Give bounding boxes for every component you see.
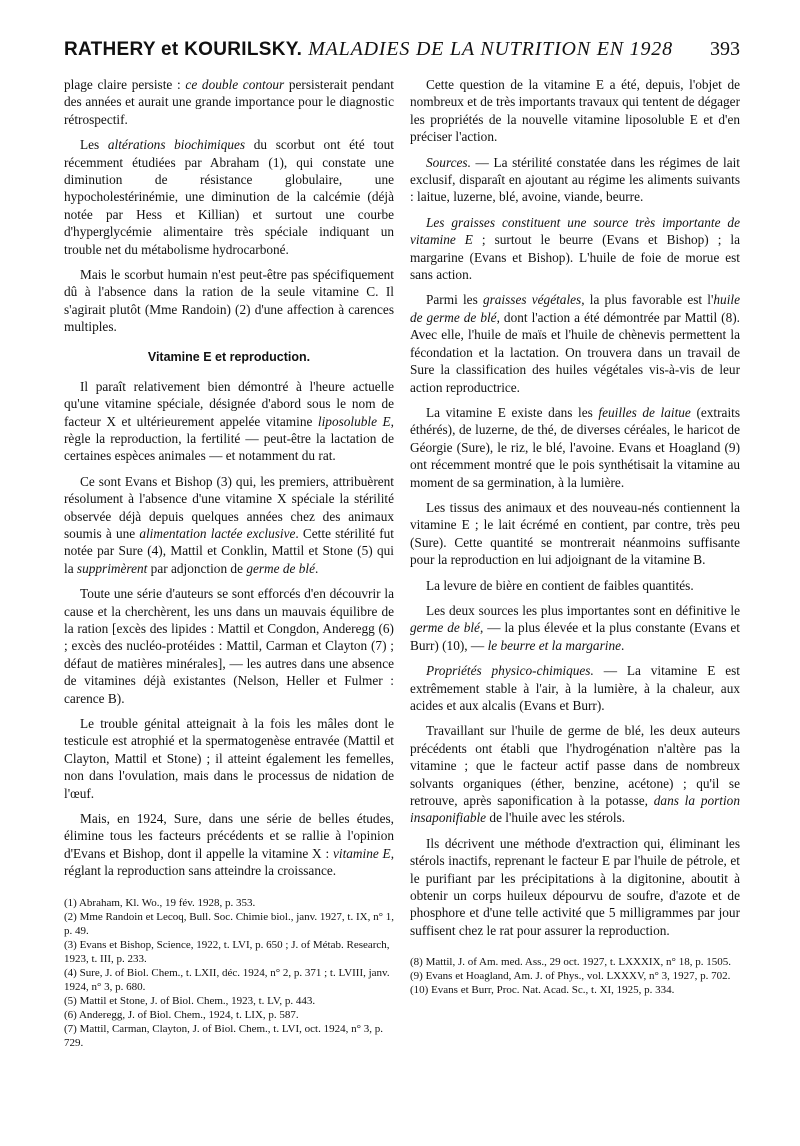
footnotes-left [64,896,394,1050]
running-header [64,38,740,72]
page-number: 393 [710,38,740,60]
paragraph: Sources. — La stérilité constatée dans les régimes de lait exclusif, disparaît en ajoutant au régime les aliments suivants : laitue, luzerne, blé, avoine, viande, beurre. [410,154,740,205]
footnote: (9) Evans et Hoagland, Am. J. of Phys., vol. LXXXV, n° 3, 1927, p. 702. [410,970,731,983]
paragraph: Mais, en 1924, Sure, dans une série de belles études, élimine tous les facteurs précédents et se rallie à l'opinion d'Evans et Bishop, dont il appelle la vitamine X : vitamine E, réglant la reproduction sans atteindre la croissance. [64,811,395,879]
paragraph: Les graisses constituent une source très importante de vitamine E ; surtout le beurre (Evans et Bishop) ; la margarine (Evans et Bishop). L'huile de foie de morue est sans action. [410,214,740,283]
paragraph: La vitamine E existe dans les feuilles de laitue (extraits éthérés), de luzerne, de thé, de diverses céréales, le haricot de Géorgie (Sure), le riz, le blé, l'avoine. Evans et Hoagland (9) ont récemment montré que le pois synthétisait la vitamine au moment de sa germination, à la lumière. [410,404,741,490]
two-column-body [64,76,740,1050]
paragraph: Propriétés physico-chimiques. — La vitamine E est extrêmement stable à l'air, à la lumière, à la chaleur, aux acides et aux alcalis (Evans et Burr). [410,663,740,713]
paragraph: Cette question de la vitamine E a été, depuis, l'objet de nombreux et de très importants travaux qui tentent de dégager les propriétés de la nouvelle vitamine liposoluble E et d'en préciser l'action. [410,77,740,145]
header-title: MALADIES DE LA NUTRITION EN 1928 [308,38,673,60]
paragraph: Mais le scorbut humain n'est peut-être pas spécifiquement dû à l'absence dans la ration de la seule vitamine C. Il s'agirait plutôt (Mme Randoin) (2) d'une affection à carences multiples. [64,267,394,335]
paragraph: Les tissus des animaux et des nouveau-nés contiennent la vitamine E ; le lait écrémé en contient, par contre, très peu (Sure). Cette quantité se montrerait néanmoins suffisante pour la reproduction en lui adjoignant de la vitamine B. [410,499,740,568]
footnote: (10) Evans et Burr, Proc. Nat. Acad. Sc., t. XI, 1925, p. 334. [410,984,675,997]
paragraph: Les deux sources les plus importantes sont en définitive le germe de blé, — la plus élevée et la plus constante (Evans et Burr) (10), — le beurre et la margarine. [410,602,740,653]
paragraph: Travaillant sur l'huile de germe de blé, les deux auteurs précédents ont établi que l'hydrogénation n'altère pas la vitamine ; que le facteur actif passe dans de nombreux solvants organiques (éther, benzine, acétone) ; qu'il se retrouve, après saponification à la potasse, dans la portion insaponifiable de l'huile avec les stérols. [410,723,740,826]
footnote: (1) Abraham, Kl. Wo., 19 fév. 1928, p. 353. [64,896,256,909]
footnote: (7) Mattil, Carman, Clayton, J. of Biol. Chem., t. LVI, oct. 1924, n° 3, p. 729. [64,1022,383,1049]
footnote: (4) Sure, J. of Biol. Chem., t. LXII, déc. 1924, n° 2, p. 371 ; t. LVIII, janv. 1924, n° 3, p. 680. [64,966,390,993]
paragraph: Toute une série d'auteurs se sont efforcés d'en découvrir la cause et la cherchèrent, les uns dans un mauvais équilibre de la ration [excès des lipides : Mattil et Congdon, Anderegg (6) ; excès des nucléo-protéides : Mattil, Carman et Clayton (7) ; défaut de matières minérales], — les autres dans une absence de vitamines déjà existantes (Nelson, Heller et Fulmer : carence B). [64,586,394,706]
header-authors: RATHERY et KOURILSKY. [64,39,303,60]
paragraph: Parmi les graisses végétales, la plus favorable est l'huile de germe de blé, dont l'action a été démontrée par Mattil (8). Avec elle, l'huile de maïs et l'huile de chènevis permettent la fécondation et la lactation. On trouvera dans un travail de Sure la classification des huiles végétales vis-à-vis de leur action reproductrice. [410,292,740,395]
footnote: (5) Mattil et Stone, J. of Biol. Chem., 1923, t. LV, p. 443. [64,994,316,1007]
footnote: (6) Anderegg, J. of Biol. Chem., 1924, t. LIX, p. 587. [64,1008,299,1021]
paragraph: Ce sont Evans et Bishop (3) qui, les premiers, attribuèrent résolument à l'absence d'une vitamine X spéciale la stérilité observée déjà depuis quelques années chez des animaux soumis à une alimentation lactée exclusive. Cette stérilité fut notée par Sure (4), Mattil et Conklin, Mattil et Stone (5) qui la supprimèrent par adjonction de germe de blé. [64,473,394,576]
paragraph: La levure de bière en contient de faibles quantités. [426,577,694,593]
footnote: (2) Mme Randoin et Lecoq, Bull. Soc. Chimie biol., janv. 1927, t. IX, n° 1, p. 49. [64,910,394,937]
paragraph: Le trouble génital atteignait à la fois les mâles dont le testicule est atrophié et la spermatogenèse entravée (Mattil et Clayton, Mattil et Stone) ; il atteint également les femelles, non dans l'ovulation, mais dans le processus de nidation de l'œuf. [64,716,394,801]
paragraph: Ils décrivent une méthode d'extraction qui, éliminant les stérols inactifs, reprenant le facteur E par l'huile de pétrole, et le purifiant par les précipitations à la digitonine, aboutit à obtenir un corps huileux dépourvu de soufre, d'azote et de phosphore et d'une telle activité que 5 milligrammes par jour suffisent chez le rat pour assurer la reproduction. [410,835,740,938]
section-heading: Vitamine E et reproduction. [147,349,311,364]
footnotes-right [410,955,740,997]
right-column [410,76,740,1050]
paragraph: Les altérations biochimiques du scorbut ont été tout récemment étudiées par Abraham (1), qui constate une diminution de résistance globulaire, une hypocholestérinémie, une diminution de la calcémie (déjà notée par Hess et Killian) et surtout une courbe d'hyperglycémie alimentaire très spéciale indiquant un trouble net du métabolisme hydrocarboné. [64,137,394,257]
paragraph: plage claire persiste : ce double contour persisterait pendant des années et aurait une grande importance pour le diagnostic rétrospectif. [64,77,394,127]
left-column [64,76,394,1050]
footnote: (3) Evans et Bishop, Science, 1922, t. LVI, p. 650 ; J. of Métab. Research, 1923, t. III, p. 233. [64,938,390,965]
footnote: (8) Mattil, J. of Am. med. Ass., 29 oct. 1927, t. LXXXIX, n° 18, p. 1505. [410,956,731,969]
paragraph: Il paraît relativement bien démontré à l'heure actuelle qu'une vitamine spéciale, désignée d'abord sous le nom de facteur X et ultérieurement appelée vitamine liposoluble E, règle la reproduction, la fertilité — peut-être la lactation de certaines espèces animales — et notamment du rat. [64,378,394,464]
